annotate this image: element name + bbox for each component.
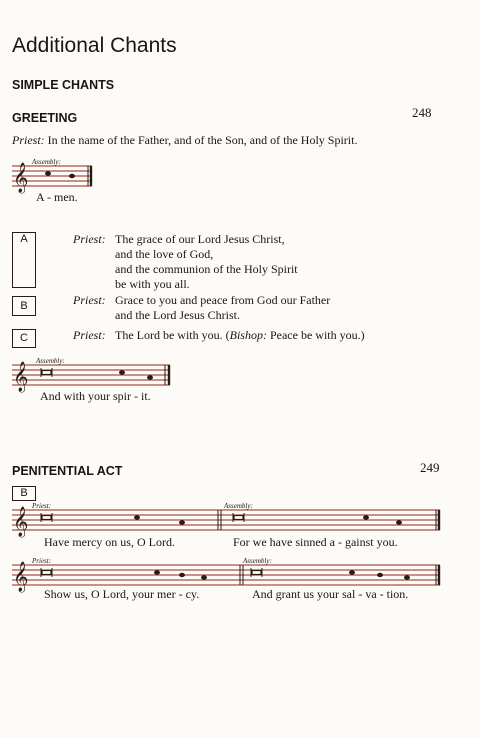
- row2-right-lyric: And grant us your sal - va - tion.: [252, 587, 409, 601]
- option-a-label: Priest:: [73, 232, 106, 246]
- treble-clef-icon: 𝄞: [13, 562, 29, 592]
- row1-assembly-label: Assembly:: [224, 502, 253, 510]
- staff-lines: [12, 565, 440, 585]
- note: [179, 573, 185, 577]
- row2-priest-label: Priest:: [32, 557, 52, 565]
- priest-text: In the name of the Father, and of the Son, and of the Holy Spirit.: [47, 133, 358, 147]
- greeting-heading: GREETING: [12, 111, 78, 125]
- option-b-line: Grace to you and peace from God our Father: [115, 293, 331, 307]
- note: [377, 573, 383, 577]
- note: [404, 575, 410, 579]
- response-staff: [12, 362, 172, 392]
- note: [154, 570, 160, 574]
- note: [201, 575, 207, 579]
- penitential-option-letter: B: [20, 487, 28, 499]
- breve-note: [233, 513, 244, 522]
- page-title: Additional Chants: [12, 34, 177, 57]
- greeting-priest-line: [12, 133, 357, 148]
- breve-note: [41, 568, 52, 577]
- staff-lines: [12, 510, 440, 530]
- amen-staff: [12, 163, 94, 193]
- option-a-box: [12, 232, 36, 288]
- option-a-text: [115, 232, 298, 292]
- note: [119, 370, 125, 374]
- row1-left-lyric: Have mercy on us, O Lord.: [44, 535, 175, 549]
- row2-left-lyric: Show us, O Lord, your mer - cy.: [44, 587, 200, 601]
- note: [396, 520, 402, 524]
- option-c-label: Priest:: [73, 328, 106, 342]
- amen-lyric: A - men.: [36, 190, 78, 204]
- priest-label: Priest:: [12, 133, 45, 147]
- row1-priest-label: Priest:: [32, 502, 52, 510]
- assembly-label: Assembly:: [32, 158, 61, 166]
- treble-clef-icon: 𝄞: [13, 362, 29, 392]
- penitential-staff-1: [12, 507, 442, 537]
- option-a-line: The grace of our Lord Jesus Christ,: [115, 232, 285, 246]
- option-c-letter: C: [20, 332, 28, 344]
- breve-note: [41, 368, 52, 377]
- option-c-end: Peace be with you.): [266, 328, 365, 342]
- option-c-text: [115, 328, 365, 343]
- row2-assembly-label: Assembly:: [243, 557, 272, 565]
- note: [349, 570, 355, 574]
- note: [45, 171, 51, 175]
- breve-note: [41, 513, 52, 522]
- option-a-line: be with you all.: [115, 277, 190, 291]
- staff-lines: [12, 365, 170, 385]
- option-c-main: The Lord be with you. (: [115, 328, 230, 342]
- option-b-text: [115, 293, 330, 323]
- bishop-label: Bishop:: [229, 328, 267, 342]
- section-title: SIMPLE CHANTS: [12, 78, 115, 92]
- option-b-box: [12, 296, 36, 316]
- option-a-line: and the love of God,: [115, 247, 214, 261]
- note: [134, 515, 140, 519]
- option-b-line: and the Lord Jesus Christ.: [115, 308, 240, 322]
- note: [363, 515, 369, 519]
- option-b-label: Priest:: [73, 293, 106, 307]
- penitential-heading: PENITENTIAL ACT: [12, 464, 123, 478]
- response-assembly-label: Assembly:: [36, 357, 65, 365]
- greeting-number: 248: [412, 105, 432, 120]
- row1-right-lyric: For we have sinned a - gainst you.: [233, 535, 398, 549]
- option-c-box: [12, 329, 36, 348]
- response-lyric: And with your spir - it.: [40, 389, 151, 403]
- note: [147, 375, 153, 379]
- treble-clef-icon: 𝄞: [13, 163, 29, 193]
- option-a-letter: A: [20, 233, 28, 245]
- option-b-letter: B: [20, 300, 28, 312]
- note: [179, 520, 185, 524]
- breve-note: [251, 568, 262, 577]
- penitential-option-box: [12, 486, 36, 501]
- penitential-number: 249: [420, 460, 440, 475]
- note: [69, 174, 75, 178]
- option-a-line: and the communion of the Holy Spirit: [115, 262, 298, 276]
- treble-clef-icon: 𝄞: [13, 507, 29, 537]
